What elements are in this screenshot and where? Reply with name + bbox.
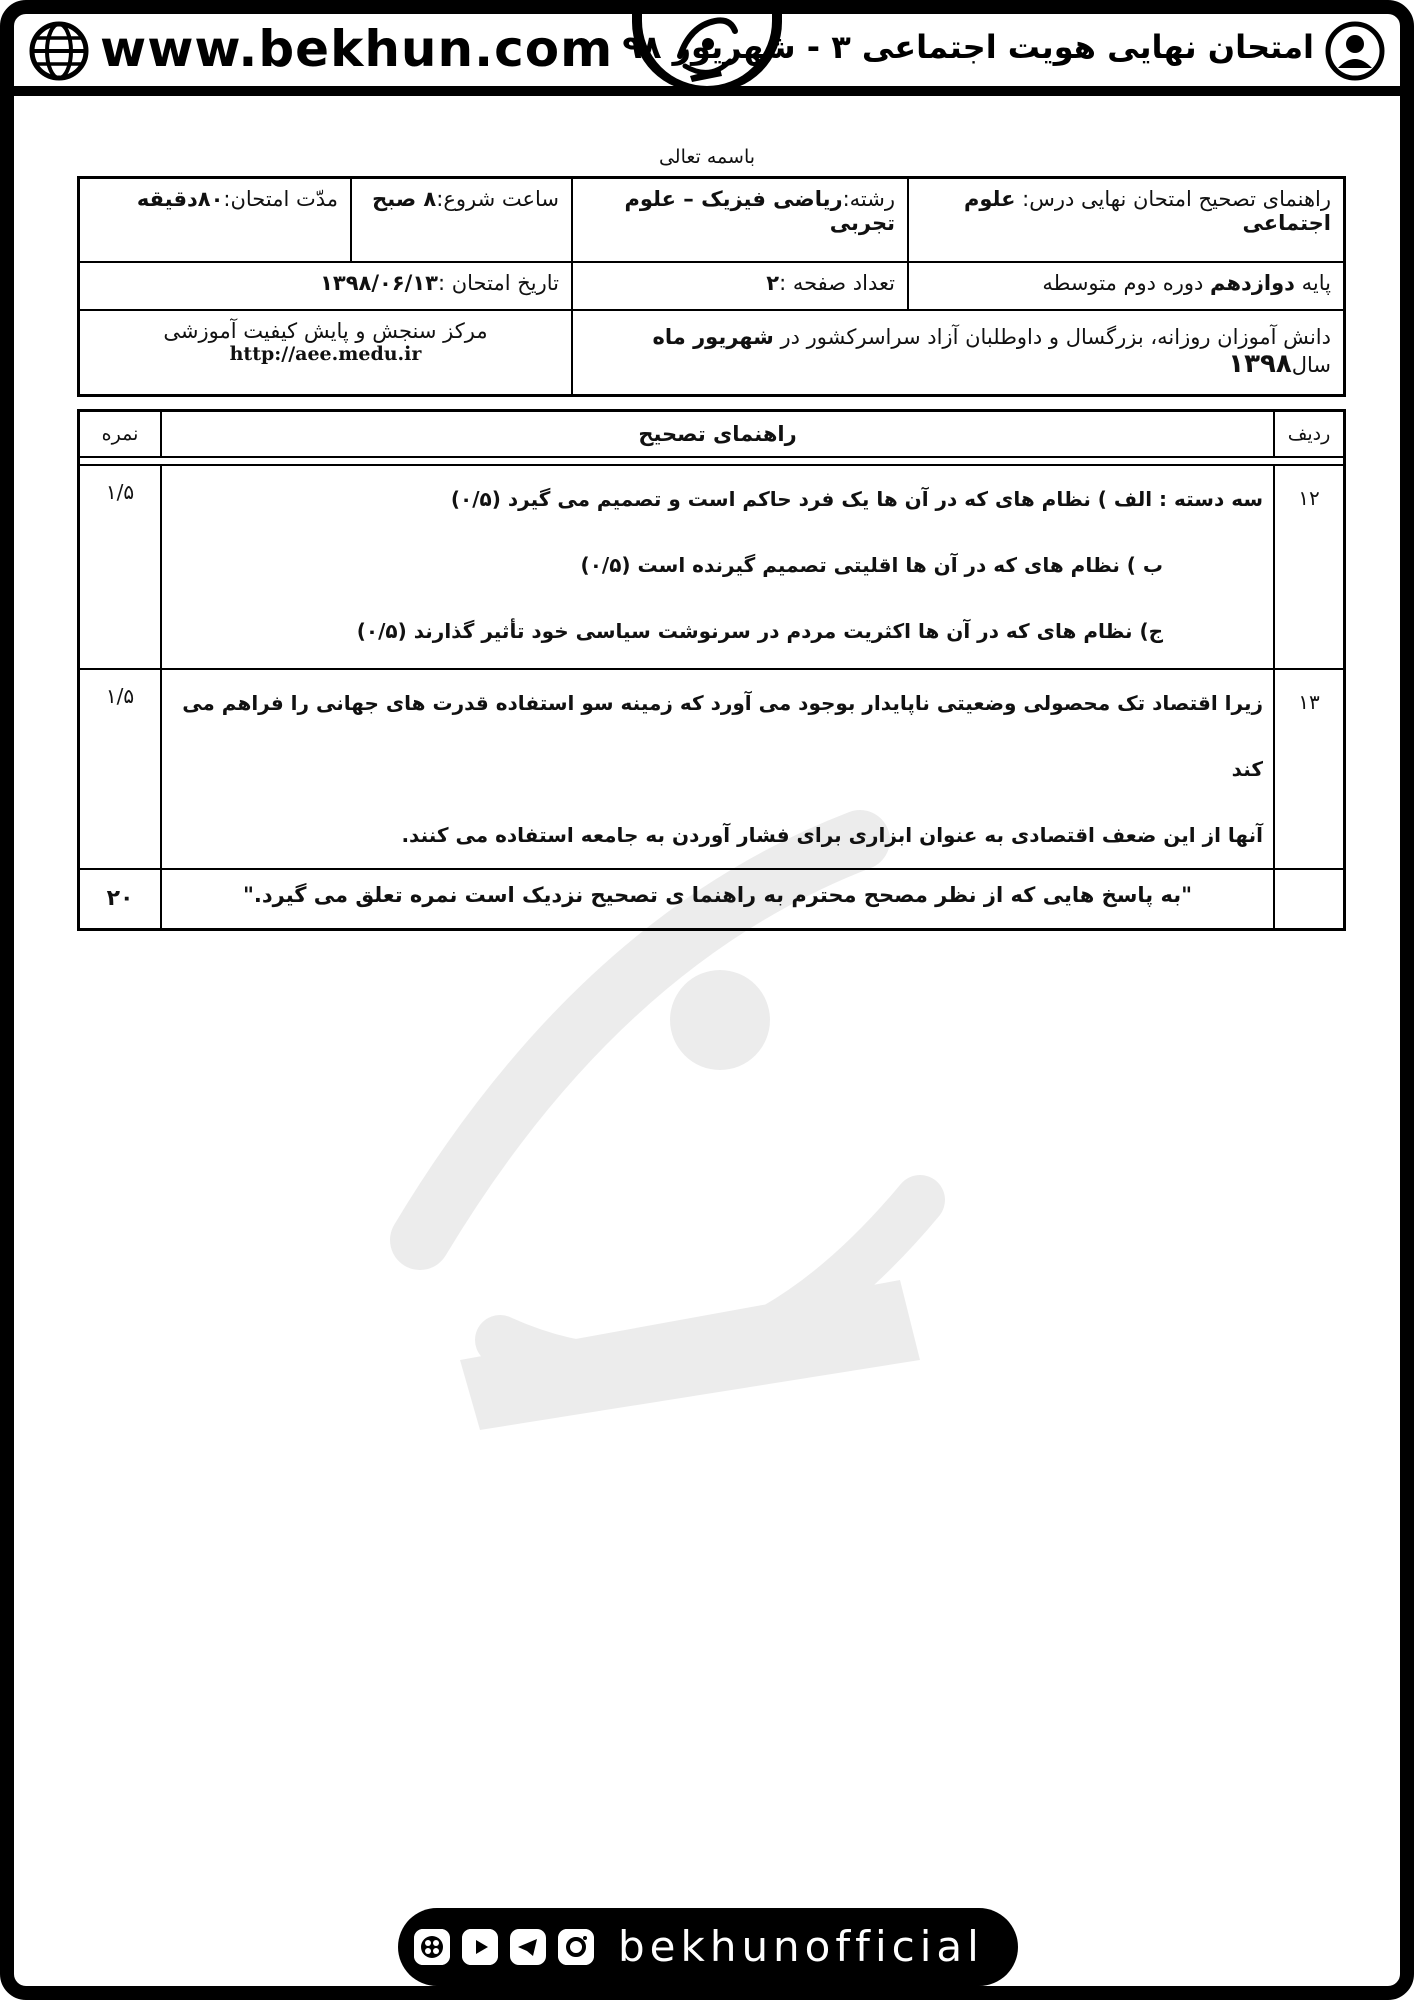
row-score: ۱/۵	[79, 669, 162, 869]
instagram-icon[interactable]	[558, 1929, 594, 1965]
row-number: ۱۲	[1274, 465, 1345, 669]
duration-cell: مدّت امتحان:۸۰دقیقه	[79, 178, 352, 262]
column-header-guide: راهنمای تصحیح	[161, 411, 1274, 458]
center-cell	[79, 310, 573, 396]
basmala: باسمه تعالی	[658, 146, 756, 168]
answer-line: زیرا اقتصاد تک محصولی وضعیتی ناپایدار بوجود می آورد که زمینه سو استفاده قدرت های جهانی را فراهم می کند	[182, 691, 1263, 781]
field-cell: رشته:ریاضی فیزیک – علوم تجربی	[572, 178, 908, 262]
exam-info-table	[77, 176, 1346, 397]
final-note: "به پاسخ هایی که از نظر مصحح محترم به راهنما ی تصحیح نزدیک است نمره تعلق می گیرد."	[161, 869, 1274, 929]
answer-table	[77, 409, 1346, 931]
answer-text	[161, 669, 1274, 869]
column-header-row: ردیف	[1274, 411, 1345, 458]
youtube-icon[interactable]	[462, 1929, 498, 1965]
table-row	[79, 465, 1345, 669]
column-header-score: نمره	[79, 411, 162, 458]
answer-text	[161, 465, 1274, 669]
row-score: ۱/۵	[79, 465, 162, 669]
start-time-cell: ساعت شروع:۸ صبح	[351, 178, 572, 262]
site-url[interactable]: www.bekhun.com	[100, 20, 614, 78]
social-handle[interactable]: bekhunofficial	[618, 1922, 984, 1971]
subject-cell: راهنمای تصحیح امتحان نهایی درس: علوم اجتماعی	[908, 178, 1345, 262]
page-title: امتحان نهایی هویت اجتماعی ۳ - شهریور ۹۸	[622, 28, 1314, 66]
row-number: ۱۳	[1274, 669, 1345, 869]
table-row-total	[79, 869, 1345, 929]
table-row	[79, 669, 1345, 869]
center-name: مرکز سنجش و پایش کیفیت آموزشی	[163, 318, 488, 343]
answer-table-header	[79, 411, 1345, 458]
answer-line: ب ) نظام های که در آن ها اقلیتی تصمیم گیرنده است (۰/۵)	[580, 553, 1163, 577]
students-cell: دانش آموزان روزانه، بزرگسال و داوطلبان آزاد سراسرکشور در شهریور ماه سال۱۳۹۸	[572, 310, 1345, 396]
globe-icon[interactable]	[28, 20, 90, 82]
answer-line: سه دسته : الف ) نظام های که در آن ها یک فرد حاکم است و تصمیم می گیرد (۰/۵)	[450, 487, 1263, 511]
pages-cell: تعداد صفحه :۲	[572, 262, 908, 310]
user-icon[interactable]	[1324, 20, 1386, 82]
total-score: ۲۰	[79, 869, 162, 929]
grade-cell: پایه دوازدهم دوره دوم متوسطه	[908, 262, 1345, 310]
answer-line: آنها از این ضعف اقتصادی به عنوان ابزاری برای فشار آوردن به جامعه استفاده می کنند.	[401, 823, 1263, 847]
answer-line: ج) نظام های که در آن ها اکثریت مردم در سرنوشت سیاسی خود تأثیر گذارند (۰/۵)	[356, 619, 1163, 643]
telegram-icon[interactable]	[510, 1929, 546, 1965]
aparat-icon[interactable]	[414, 1929, 450, 1965]
date-cell: تاریخ امتحان :۱۳۹۸/۰۶/۱۳	[79, 262, 573, 310]
center-url[interactable]: http://aee.medu.ir	[229, 342, 422, 365]
